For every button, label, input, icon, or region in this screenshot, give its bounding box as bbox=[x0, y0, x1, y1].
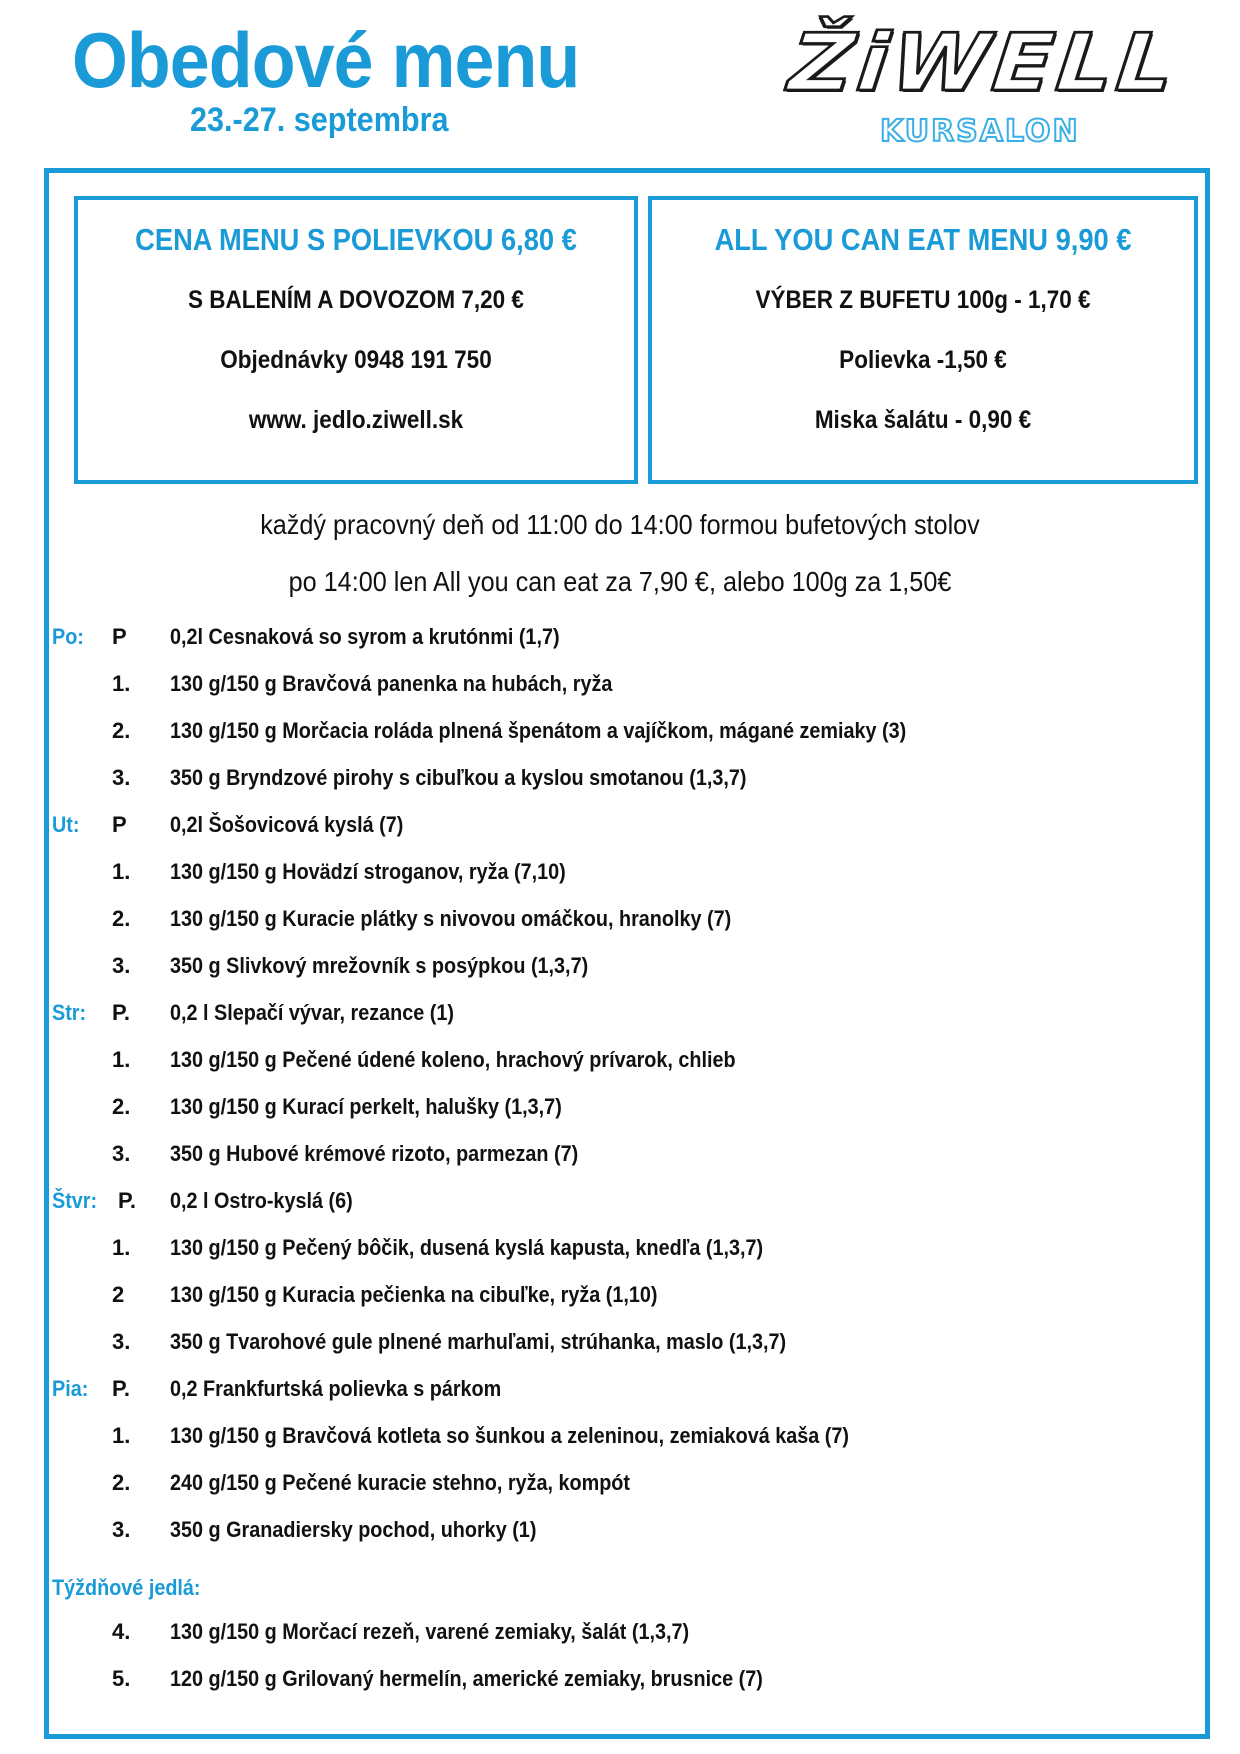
delivery-price: S BALENÍM A DOVOZOM 7,20 € bbox=[188, 286, 524, 314]
ziwell-logo bbox=[780, 8, 1190, 158]
day-label-tuesday: Ut: bbox=[52, 812, 80, 837]
item-number: P. bbox=[118, 1188, 136, 1213]
item-text: 130 g/150 g Pečené údené koleno, hrachový prívarok, chlieb bbox=[170, 1047, 736, 1072]
item-number: 1. bbox=[112, 1235, 131, 1260]
item-text: 130 g/150 g Bravčová kotleta so šunkou a zeleninou, zemiaková kaša (7) bbox=[170, 1423, 849, 1448]
item-number: P. bbox=[112, 1376, 130, 1401]
item-text: 130 g/150 g Kurací perkelt, halušky (1,3,7) bbox=[170, 1094, 562, 1119]
buffet-price-box bbox=[648, 196, 1198, 484]
item-number: 3. bbox=[112, 765, 131, 790]
item-text: 130 g/150 g Kuracia pečienka na cibuľke, ryža (1,10) bbox=[170, 1282, 658, 1307]
item-number: 2. bbox=[112, 1094, 131, 1119]
logo-location-text: KURSALON bbox=[880, 114, 1080, 149]
opening-hours-note: každý pracovný deň od 11:00 do 14:00 formou bufetových stolov bbox=[260, 509, 980, 540]
page-title: Obedové menu bbox=[72, 16, 580, 104]
buffet-per-100g-price: VÝBER Z BUFETU 100g - 1,70 € bbox=[755, 286, 1091, 314]
date-range: 23.-27. septembra bbox=[190, 101, 449, 139]
order-phone: Objednávky 0948 191 750 bbox=[220, 346, 492, 374]
item-text: 350 g Tvarohové gule plnené marhuľami, strúhanka, maslo (1,3,7) bbox=[170, 1329, 787, 1354]
day-label-thursday: Štvr: bbox=[52, 1188, 98, 1213]
soup-price: Polievka -1,50 € bbox=[839, 346, 1007, 374]
after-hours-note: po 14:00 len All you can eat za 7,90 €, alebo 100g za 1,50€ bbox=[288, 566, 952, 597]
menu-price-box bbox=[74, 196, 638, 484]
item-text: 0,2 Frankfurtská polievka s párkom bbox=[170, 1376, 502, 1401]
item-text: 240 g/150 g Pečené kuracie stehno, ryža, kompót bbox=[170, 1470, 630, 1495]
website-link[interactable]: www. jedlo.ziwell.sk bbox=[248, 406, 464, 434]
item-text: 0,2l Cesnaková so syrom a krutónmi (1,7) bbox=[170, 624, 560, 649]
item-text: 130 g/150 g Pečený bôčik, dusená kyslá kapusta, knedľa (1,3,7) bbox=[170, 1235, 764, 1260]
item-text: 130 g/150 g Bravčová panenka na hubách, ryža bbox=[170, 671, 613, 696]
item-number: 5. bbox=[112, 1666, 131, 1691]
item-text: 120 g/150 g Grilovaný hermelín, americké zemiaky, brusnice (7) bbox=[170, 1666, 763, 1691]
day-label-wednesday: Str: bbox=[52, 1000, 87, 1025]
item-text: 0,2 l Ostro-kyslá (6) bbox=[170, 1188, 353, 1213]
item-text: 130 g/150 g Morčací rezeň, varené zemiaky, šalát (1,3,7) bbox=[170, 1619, 690, 1644]
item-number: 2. bbox=[112, 1470, 131, 1495]
item-number: 2. bbox=[112, 718, 131, 743]
item-number: 1. bbox=[112, 671, 131, 696]
item-number: 2 bbox=[112, 1282, 125, 1307]
item-text: 350 g Granadiersky pochod, uhorky (1) bbox=[170, 1517, 537, 1542]
item-number: 1. bbox=[112, 1047, 131, 1072]
item-number: 2. bbox=[112, 906, 131, 931]
item-text: 350 g Slivkový mrežovník s posýpkou (1,3,7) bbox=[170, 953, 589, 978]
buffet-price-heading: ALL YOU CAN EAT MENU 9,90 € bbox=[714, 222, 1132, 257]
item-number: 3. bbox=[112, 953, 131, 978]
item-text: 350 g Bryndzové pirohy s cibuľkou a kyslou smotanou (1,3,7) bbox=[170, 765, 747, 790]
item-text: 350 g Hubové krémové rizoto, parmezan (7) bbox=[170, 1141, 579, 1166]
menu-price-heading: CENA MENU S POLIEVKOU 6,80 € bbox=[135, 222, 577, 257]
item-number: 4. bbox=[112, 1619, 131, 1644]
item-number: P. bbox=[112, 1000, 130, 1025]
day-label-friday: Pia: bbox=[52, 1376, 89, 1401]
item-text: 130 g/150 g Kuracie plátky s nivovou omáčkou, hranolky (7) bbox=[170, 906, 732, 931]
salad-price: Miska šalátu - 0,90 € bbox=[814, 406, 1032, 434]
weekly-specials-heading: Týždňové jedlá: bbox=[52, 1575, 201, 1600]
day-label-monday: Po: bbox=[52, 624, 84, 649]
item-number: P bbox=[112, 812, 127, 837]
item-number: 3. bbox=[112, 1329, 131, 1354]
item-number: 1. bbox=[112, 859, 131, 884]
item-number: P bbox=[112, 624, 127, 649]
item-number: 3. bbox=[112, 1141, 131, 1166]
item-text: 0,2l Šošovicová kyslá (7) bbox=[170, 812, 404, 837]
item-number: 3. bbox=[112, 1517, 131, 1542]
item-text: 0,2 l Slepačí vývar, rezance (1) bbox=[170, 1000, 454, 1025]
item-number: 1. bbox=[112, 1423, 131, 1448]
logo-brand-text: ŽiWELL bbox=[785, 16, 1183, 109]
item-text: 130 g/150 g Hovädzí stroganov, ryža (7,10) bbox=[170, 859, 566, 884]
item-text: 130 g/150 g Morčacia roláda plnená špenátom a vajíčkom, mágané zemiaky (3) bbox=[170, 718, 907, 743]
